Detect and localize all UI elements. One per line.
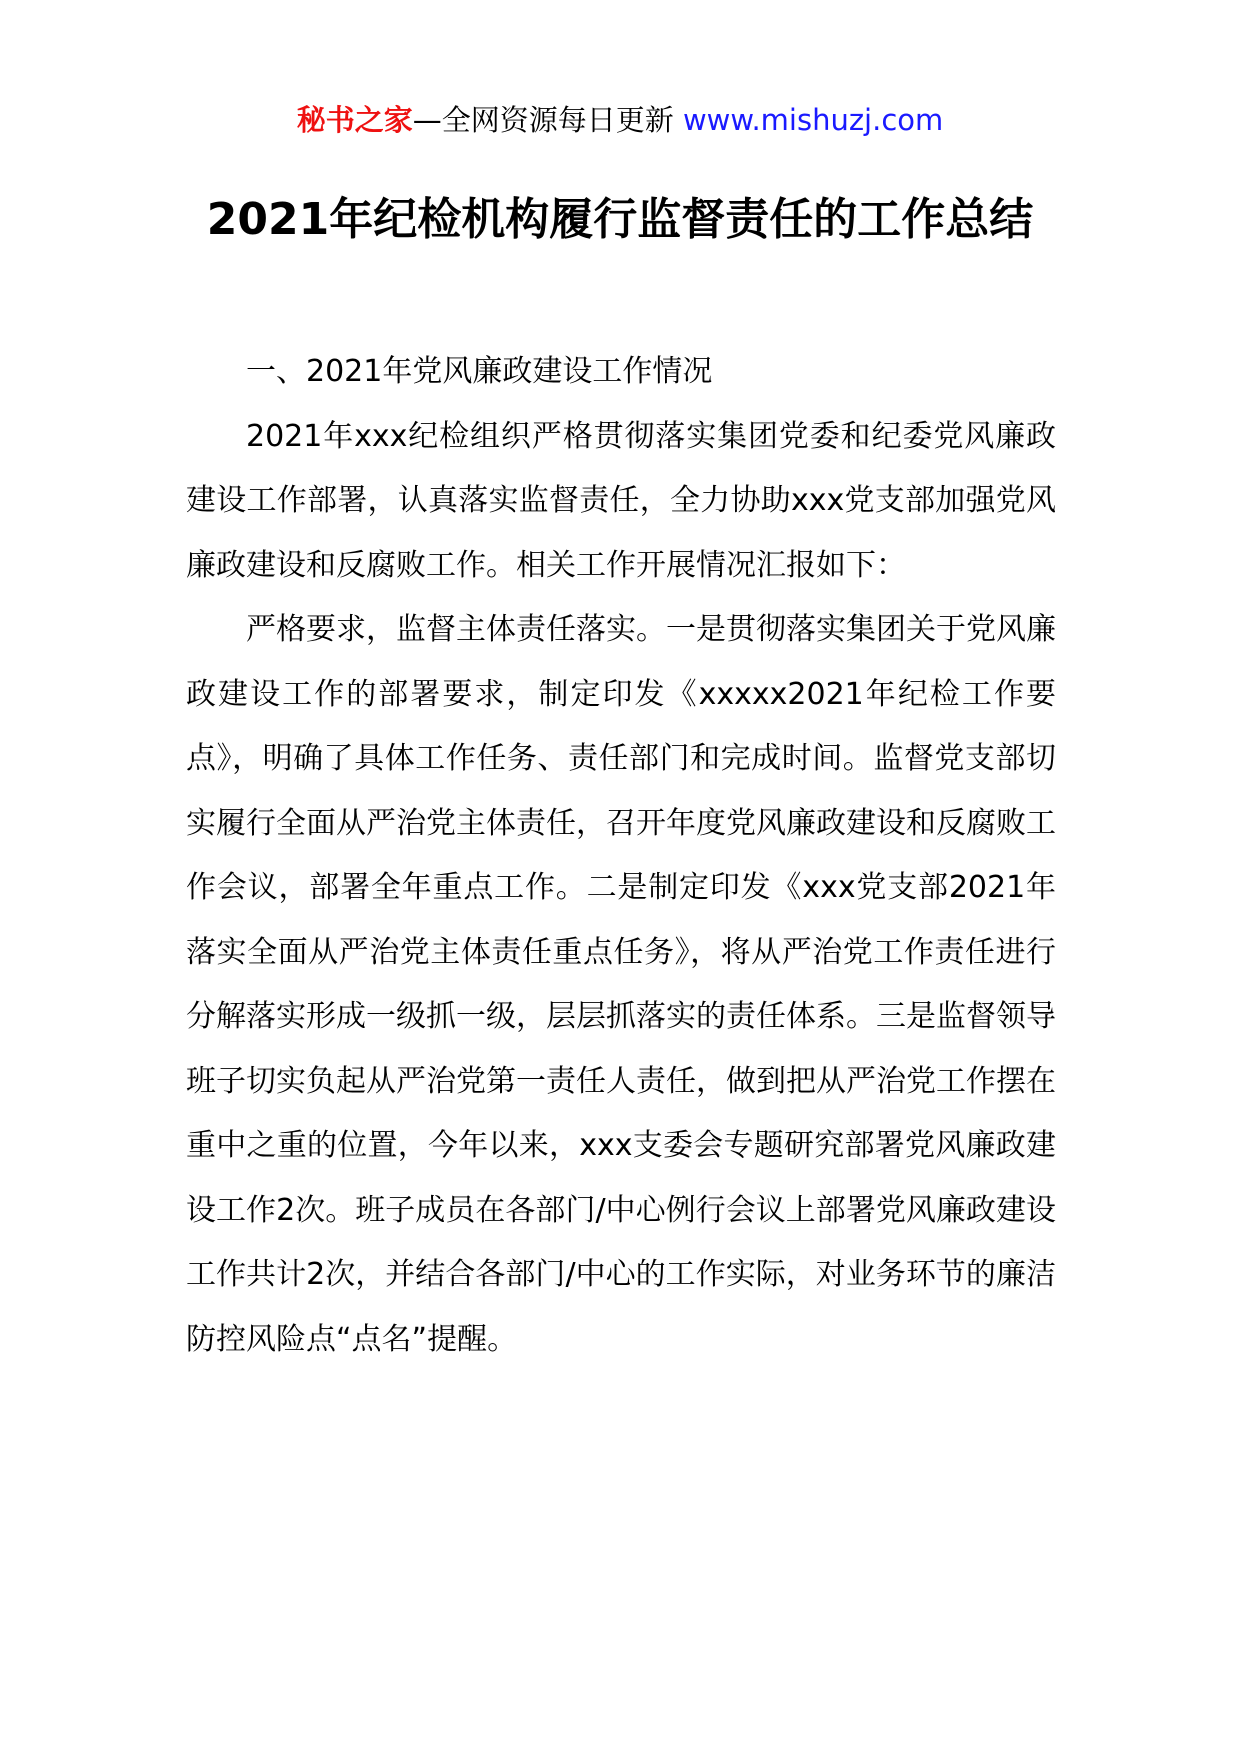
body-paragraph: 严格要求，监督主体责任落实。一是贯彻落实集团关于党风廉政建设工作的部署要求，制定印发《xxxxx2021年纪检工作要点》，明确了具体工作任务、责任部门和完成时间。监督党支部切实履行全面从严治党主体责任，召开年度党风廉政建设和反腐败工作会议，部署全年重点工作。二是制定印发《xxx党支部2021年落实全面从严治党主体责任重点任务》，将从严治党工作责任进行分解落实形成一级抓一级，层层抓落实的责任体系。三是监督领导班子切实负起从严治党第一责任人责任，做到把从严治党工作摆在重中之重的位置，今年以来，xxx支委会专题研究部署党风廉政建设工作2次。班子成员在各部门/中心例行会议上部署党风廉政建设工作共计2次，并结合各部门/中心的工作实际，对业务环节的廉洁防控风险点“点名”提醒。	[186, 612, 1056, 1357]
header-tagline: —全网资源每日更新	[412, 103, 683, 137]
site-header	[0, 100, 1240, 140]
document-title: 2021年纪检机构履行监督责任的工作总结	[206, 194, 1034, 245]
site-url-link[interactable]: www.mishuzj.com	[682, 103, 944, 137]
section-heading: 一、2021年党风廉政建设工作情况	[246, 354, 713, 389]
brand-name: 秘书之家	[296, 103, 413, 137]
body-paragraph: 2021年xxx纪检组织严格贯彻落实集团党委和纪委党风廉政建设工作部署，认真落实监督责任，全力协助xxx党支部加强党风廉政建设和反腐败工作。相关工作开展情况汇报如下：	[186, 418, 1056, 583]
document-body	[186, 340, 1056, 1372]
